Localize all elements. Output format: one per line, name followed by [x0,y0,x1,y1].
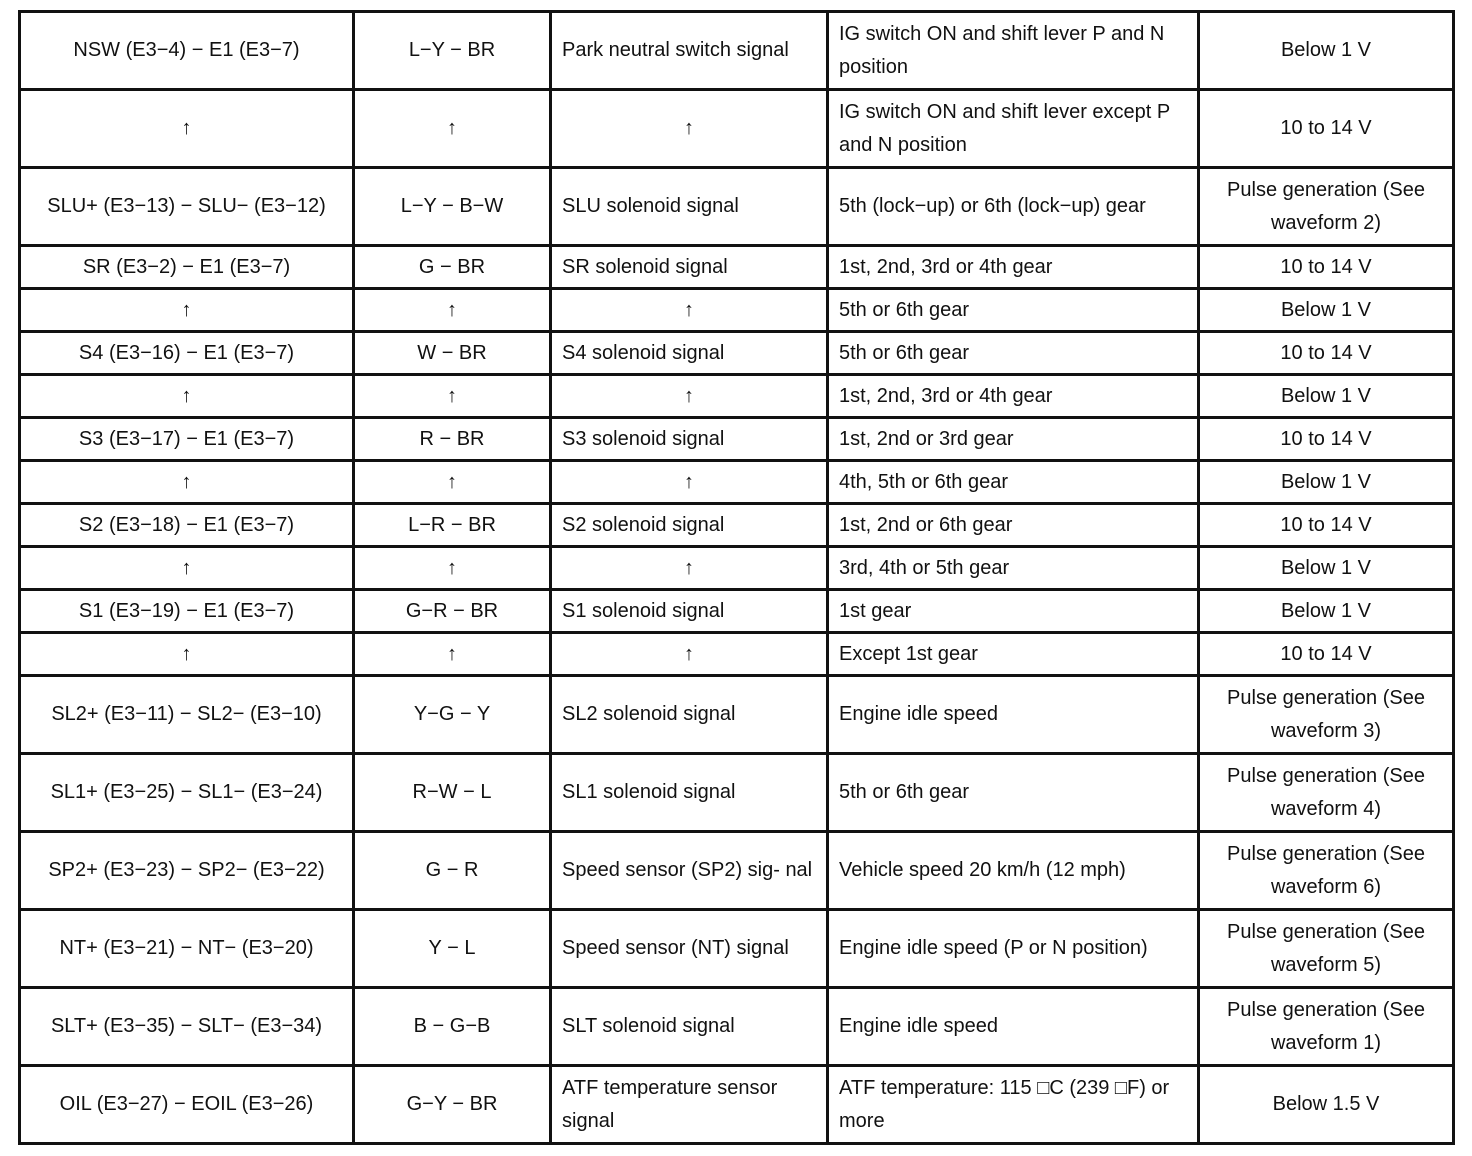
table-row [20,910,1454,988]
condition-cell: IG switch ON and shift lever P and N position [828,12,1199,90]
specified-condition-cell: Pulse generation (See waveform 1) [1199,988,1454,1066]
terminal-inspection-table [18,10,1455,1145]
same-as-above-arrow: ↑ [551,90,828,168]
wiring-color-cell: G−Y − BR [354,1066,551,1144]
terminal-cell: SL1+ (E3−25) − SL1− (E3−24) [20,754,354,832]
terminal-cell: S4 (E3−16) − E1 (E3−7) [20,332,354,375]
terminal-cell: S1 (E3−19) − E1 (E3−7) [20,590,354,633]
specified-condition-cell: 10 to 14 V [1199,418,1454,461]
terminal-description-cell: S2 solenoid signal [551,504,828,547]
specified-condition-cell: Below 1 V [1199,547,1454,590]
terminal-cell: SP2+ (E3−23) − SP2− (E3−22) [20,832,354,910]
same-as-above-arrow: ↑ [354,547,551,590]
table-row [20,590,1454,633]
table-row [20,461,1454,504]
terminal-cell: SL2+ (E3−11) − SL2− (E3−10) [20,676,354,754]
table-row [20,754,1454,832]
specified-condition-cell: 10 to 14 V [1199,246,1454,289]
table-row [20,832,1454,910]
terminal-cell: S3 (E3−17) − E1 (E3−7) [20,418,354,461]
condition-cell: 4th, 5th or 6th gear [828,461,1199,504]
specified-condition-cell: 10 to 14 V [1199,90,1454,168]
terminal-description-cell: SLT solenoid signal [551,988,828,1066]
specified-condition-cell: Pulse generation (See waveform 2) [1199,168,1454,246]
same-as-above-arrow: ↑ [20,289,354,332]
terminal-description-cell: Speed sensor (NT) signal [551,910,828,988]
same-as-above-arrow: ↑ [20,633,354,676]
wiring-color-cell: R−W − L [354,754,551,832]
table-row [20,246,1454,289]
specified-condition-cell: Below 1.5 V [1199,1066,1454,1144]
specified-condition-cell: Below 1 V [1199,461,1454,504]
table-row [20,168,1454,246]
table-row [20,547,1454,590]
terminal-cell: SLT+ (E3−35) − SLT− (E3−34) [20,988,354,1066]
same-as-above-arrow: ↑ [551,461,828,504]
specified-condition-cell: Below 1 V [1199,590,1454,633]
condition-cell: 5th or 6th gear [828,332,1199,375]
terminal-description-cell: Park neutral switch signal [551,12,828,90]
condition-cell: Engine idle speed (P or N position) [828,910,1199,988]
same-as-above-arrow: ↑ [551,289,828,332]
table-row [20,1066,1454,1144]
condition-cell: 5th (lock−up) or 6th (lock−up) gear [828,168,1199,246]
wiring-color-cell: L−R − BR [354,504,551,547]
terminal-description-cell: S3 solenoid signal [551,418,828,461]
wiring-color-cell: L−Y − B−W [354,168,551,246]
condition-cell: 1st, 2nd or 3rd gear [828,418,1199,461]
terminal-cell: OIL (E3−27) − EOIL (E3−26) [20,1066,354,1144]
terminal-cell: NT+ (E3−21) − NT− (E3−20) [20,910,354,988]
wiring-color-cell: G − R [354,832,551,910]
table-row [20,988,1454,1066]
terminal-description-cell: Speed sensor (SP2) sig- nal [551,832,828,910]
condition-cell: 1st, 2nd, 3rd or 4th gear [828,246,1199,289]
terminal-description-cell: SL2 solenoid signal [551,676,828,754]
table-row [20,633,1454,676]
specified-condition-cell: Pulse generation (See waveform 3) [1199,676,1454,754]
same-as-above-arrow: ↑ [551,547,828,590]
terminal-description-cell: SL1 solenoid signal [551,754,828,832]
same-as-above-arrow: ↑ [354,375,551,418]
table-row [20,676,1454,754]
condition-cell: Vehicle speed 20 km/h (12 mph) [828,832,1199,910]
specified-condition-cell: 10 to 14 V [1199,633,1454,676]
same-as-above-arrow: ↑ [354,289,551,332]
terminal-description-cell: S4 solenoid signal [551,332,828,375]
terminal-cell: S2 (E3−18) − E1 (E3−7) [20,504,354,547]
condition-cell: 1st gear [828,590,1199,633]
condition-cell: Engine idle speed [828,676,1199,754]
terminal-description-cell: S1 solenoid signal [551,590,828,633]
wiring-color-cell: W − BR [354,332,551,375]
same-as-above-arrow: ↑ [354,461,551,504]
same-as-above-arrow: ↑ [20,375,354,418]
terminal-description-cell: ATF temperature sensor signal [551,1066,828,1144]
condition-cell: ATF temperature: 115 □C (239 □F) or more [828,1066,1199,1144]
terminal-cell: NSW (E3−4) − E1 (E3−7) [20,12,354,90]
specified-condition-cell: 10 to 14 V [1199,504,1454,547]
specified-condition-cell: Pulse generation (See waveform 6) [1199,832,1454,910]
wiring-color-cell: B − G−B [354,988,551,1066]
condition-cell: 3rd, 4th or 5th gear [828,547,1199,590]
specified-condition-cell: Below 1 V [1199,289,1454,332]
terminal-description-cell: SLU solenoid signal [551,168,828,246]
same-as-above-arrow: ↑ [354,633,551,676]
table-row [20,12,1454,90]
same-as-above-arrow: ↑ [354,90,551,168]
same-as-above-arrow: ↑ [20,461,354,504]
condition-cell: 1st, 2nd or 6th gear [828,504,1199,547]
same-as-above-arrow: ↑ [551,633,828,676]
wiring-color-cell: G−R − BR [354,590,551,633]
specified-condition-cell: Below 1 V [1199,375,1454,418]
wiring-color-cell: L−Y − BR [354,12,551,90]
condition-cell: 5th or 6th gear [828,754,1199,832]
wiring-color-cell: Y−G − Y [354,676,551,754]
table-row [20,504,1454,547]
same-as-above-arrow: ↑ [20,90,354,168]
specified-condition-cell: Pulse generation (See waveform 4) [1199,754,1454,832]
wiring-color-cell: R − BR [354,418,551,461]
wiring-color-cell: G − BR [354,246,551,289]
terminal-cell: SR (E3−2) − E1 (E3−7) [20,246,354,289]
specified-condition-cell: 10 to 14 V [1199,332,1454,375]
specified-condition-cell: Below 1 V [1199,12,1454,90]
table-row [20,289,1454,332]
condition-cell: IG switch ON and shift lever except P and N position [828,90,1199,168]
condition-cell: Engine idle speed [828,988,1199,1066]
terminal-cell: SLU+ (E3−13) − SLU− (E3−12) [20,168,354,246]
wiring-color-cell: Y − L [354,910,551,988]
condition-cell: Except 1st gear [828,633,1199,676]
same-as-above-arrow: ↑ [551,375,828,418]
table-row [20,375,1454,418]
condition-cell: 5th or 6th gear [828,289,1199,332]
table-row [20,90,1454,168]
terminal-description-cell: SR solenoid signal [551,246,828,289]
condition-cell: 1st, 2nd, 3rd or 4th gear [828,375,1199,418]
table-row [20,418,1454,461]
table-row [20,332,1454,375]
specified-condition-cell: Pulse generation (See waveform 5) [1199,910,1454,988]
same-as-above-arrow: ↑ [20,547,354,590]
